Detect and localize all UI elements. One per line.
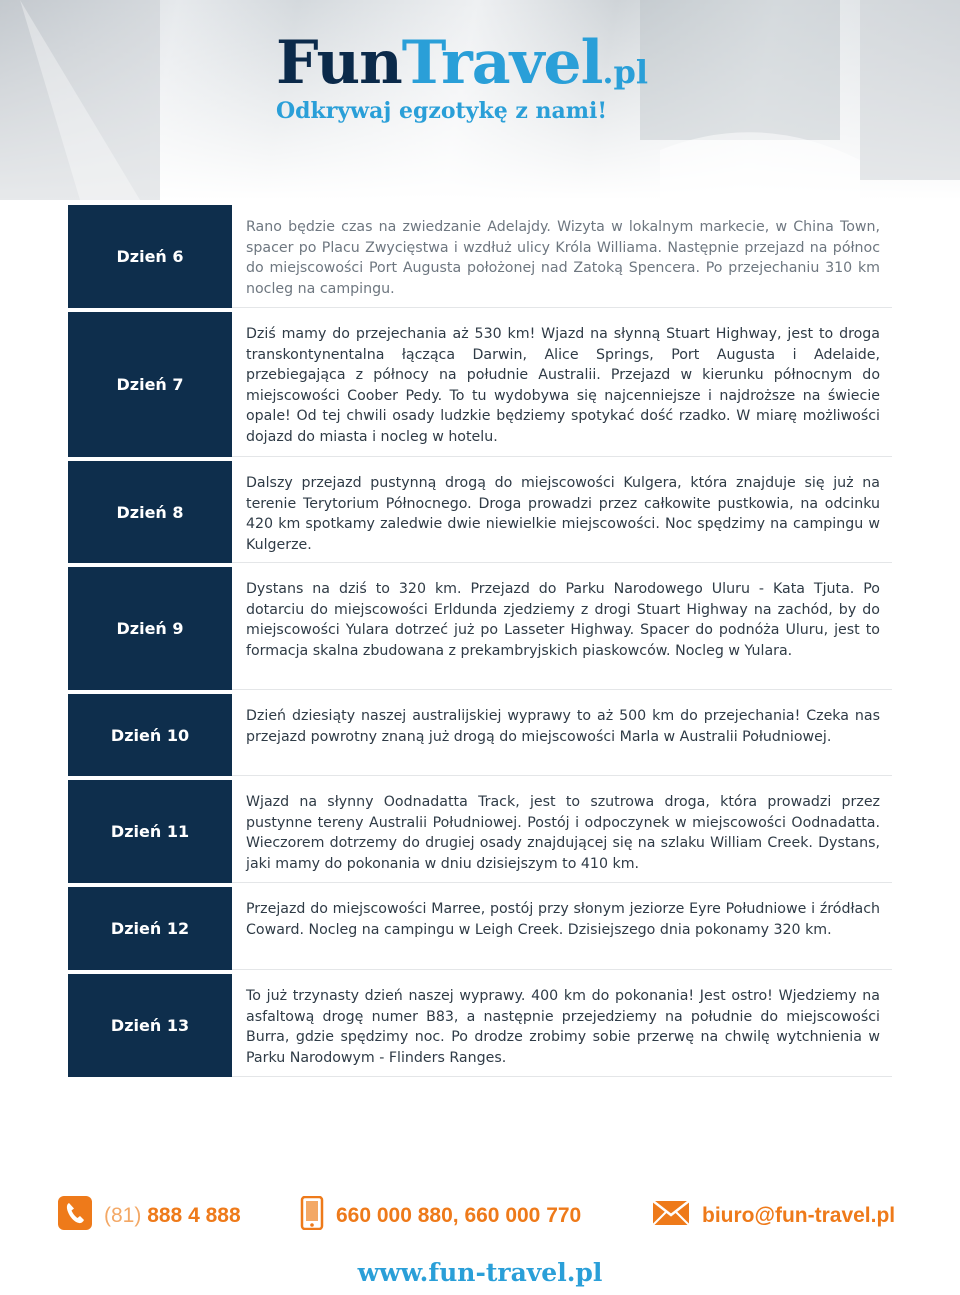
email-address: biuro@fun-travel.pl	[702, 1204, 896, 1227]
logo-travel: Travel	[401, 28, 603, 98]
day-description: Rano będzie czas na zwiedzanie Adelajdy. Wizyta w lokalnym markecie, w China Town, spacer po Placu Zwycięstwa i wzdłuż ulicy Króla Williama. Następnie przejazd na północ do miejscowości Port Augusta położonej nad Zatoką Spencera. Po przejechaniu 310 km nocleg na campingu.	[232, 205, 892, 308]
itinerary-row	[68, 312, 892, 461]
day-description: Dalszy przejazd pustynną drogą do miejscowości Kulgera, która znajduje się już na terenie Terytorium Północnego. Droga prowadzi przez całkowite pustkowia, na odcinku 420 km spotkamy zaledwie dwie niewielkie miejscowości. Noc spędzimy na campingu w Kulgerze.	[232, 461, 892, 563]
itinerary-table	[68, 205, 892, 1081]
phone-prefix: (81)	[104, 1204, 142, 1227]
brand-logo[interactable]	[276, 28, 648, 98]
itinerary-row	[68, 887, 892, 974]
contact-mobile[interactable]	[300, 1196, 581, 1236]
day-label: Dzień 9	[68, 567, 232, 690]
mobile-icon	[300, 1196, 324, 1236]
day-label: Dzień 12	[68, 887, 232, 970]
day-description: Dziś mamy do przejechania aż 530 km! Wjazd na słynną Stuart Highway, jest to droga transkontynentalna łącząca Darwin, Alice Springs, Port Augusta i Adelaide, przebiegająca z północy na południe Australii. Przejazd w kierunku północnym do miejscowości Coober Pedy. To tu wydobywa się najcenniejsze i najdroższe na świecie opale! Od tej chwili osady ludzkie będziemy spotykać dość rzadko. W miarę możliwości dojazd do miasta i nocleg w hotelu.	[232, 312, 892, 457]
contact-email[interactable]	[652, 1196, 895, 1236]
day-description: Dystans na dziś to 320 km. Przejazd do Parku Narodowego Uluru - Kata Tjuta. Po dotarciu do miejscowości Erldunda zjedziemy z drogi Stuart Highway na zachód, by do miejscowości Yulara dotrzeć już po Lasseter Highway. Spacer do podnóża Uluru, jest to formacja skalna zbudowana z prekambryjskich piaskowców. Nocleg w Yulara.	[232, 567, 892, 690]
website-link[interactable]: www.fun-travel.pl	[357, 1258, 603, 1287]
header-banner	[0, 0, 960, 200]
itinerary-row	[68, 461, 892, 567]
logo-fun: Fun	[276, 28, 402, 98]
itinerary-row	[68, 974, 892, 1081]
contact-phone[interactable]	[58, 1196, 241, 1236]
itinerary-row	[68, 205, 892, 312]
envelope-icon	[652, 1200, 690, 1232]
phone-number: 888 4 888	[147, 1204, 241, 1227]
day-label: Dzień 6	[68, 205, 232, 308]
day-description: Wjazd na słynny Oodnadatta Track, jest to szutrowa droga, która prowadzi przez pustynne tereny Australii Południowej. Postój i odpoczynek w miejscowości Oodnadatta. Wieczorem dotrzemy do drugiej osady znajdującej się na szlaku William Creek. Dystans, jaki mamy do pokonania w dniu dzisiejszym to 410 km.	[232, 780, 892, 883]
day-label: Dzień 13	[68, 974, 232, 1077]
day-description: Przejazd do miejscowości Marree, postój przy słonym jeziorze Eyre Południowe i źródłach Coward. Nocleg na campingu w Leigh Creek. Dzisiejszego dnia pokonamy 320 km.	[232, 887, 892, 970]
day-description: To już trzynasty dzień naszej wyprawy. 400 km do pokonania! Jest ostro! Wjedziemy na asfaltową drogę numer B83, a następnie przejedziemy na południe do miejscowości Burra, gdzie spędzimy noc. Po drodze zrobimy sobie przerwę na chwilę wytchnienia w Parku Narodowym - Flinders Ranges.	[232, 974, 892, 1077]
logo-tld: .pl	[602, 53, 649, 91]
brand-tagline: Odkrywaj egzotykę z nami!	[276, 98, 608, 124]
day-label: Dzień 8	[68, 461, 232, 563]
itinerary-row	[68, 780, 892, 887]
itinerary-row	[68, 694, 892, 780]
day-label: Dzień 11	[68, 780, 232, 883]
day-label: Dzień 10	[68, 694, 232, 776]
itinerary-row	[68, 567, 892, 694]
mobile-numbers: 660 000 880, 660 000 770	[336, 1204, 582, 1227]
day-label: Dzień 7	[68, 312, 232, 457]
phone-icon	[58, 1196, 92, 1236]
day-description: Dzień dziesiąty naszej australijskiej wyprawy to aż 500 km do przejechania! Czeka nas przejazd powrotny znaną już drogą do miejscowości Marla w Australii Południowej.	[232, 694, 892, 776]
